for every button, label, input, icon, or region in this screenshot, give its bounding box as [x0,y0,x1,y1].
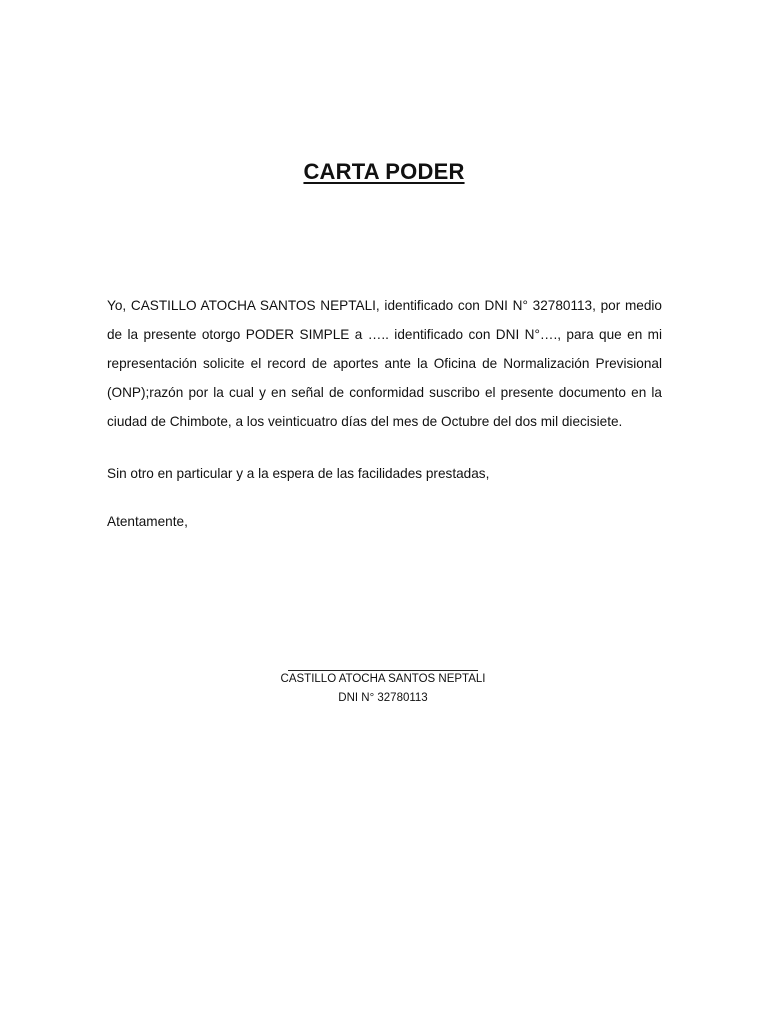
document-title-text: CARTA PODER [303,159,465,184]
salutation: Atentamente, [107,514,188,529]
signature-name: CASTILLO ATOCHA SANTOS NEPTALI [280,673,486,685]
document-title [0,159,768,185]
closing-line: Sin otro en particular y a la espera de las facilidades prestadas, [107,466,490,481]
body-paragraph: Yo, CASTILLO ATOCHA SANTOS NEPTALI, identificado con DNI N° 32780113, por medio de la presente otorgo PODER SIMPLE a ….. identificado con DNI N°…., para que en mi representación solicite el record de aportes ante la Oficina de Normalización Previsional (ONP);razón por la cual y en señal de conformidad suscribo el presente documento en la ciudad de Chimbote, a los veinticuatro días del mes de Octubre del dos mil diecisiete. [107,298,662,429]
signature-dni: DNI N° 32780113 [338,692,428,704]
